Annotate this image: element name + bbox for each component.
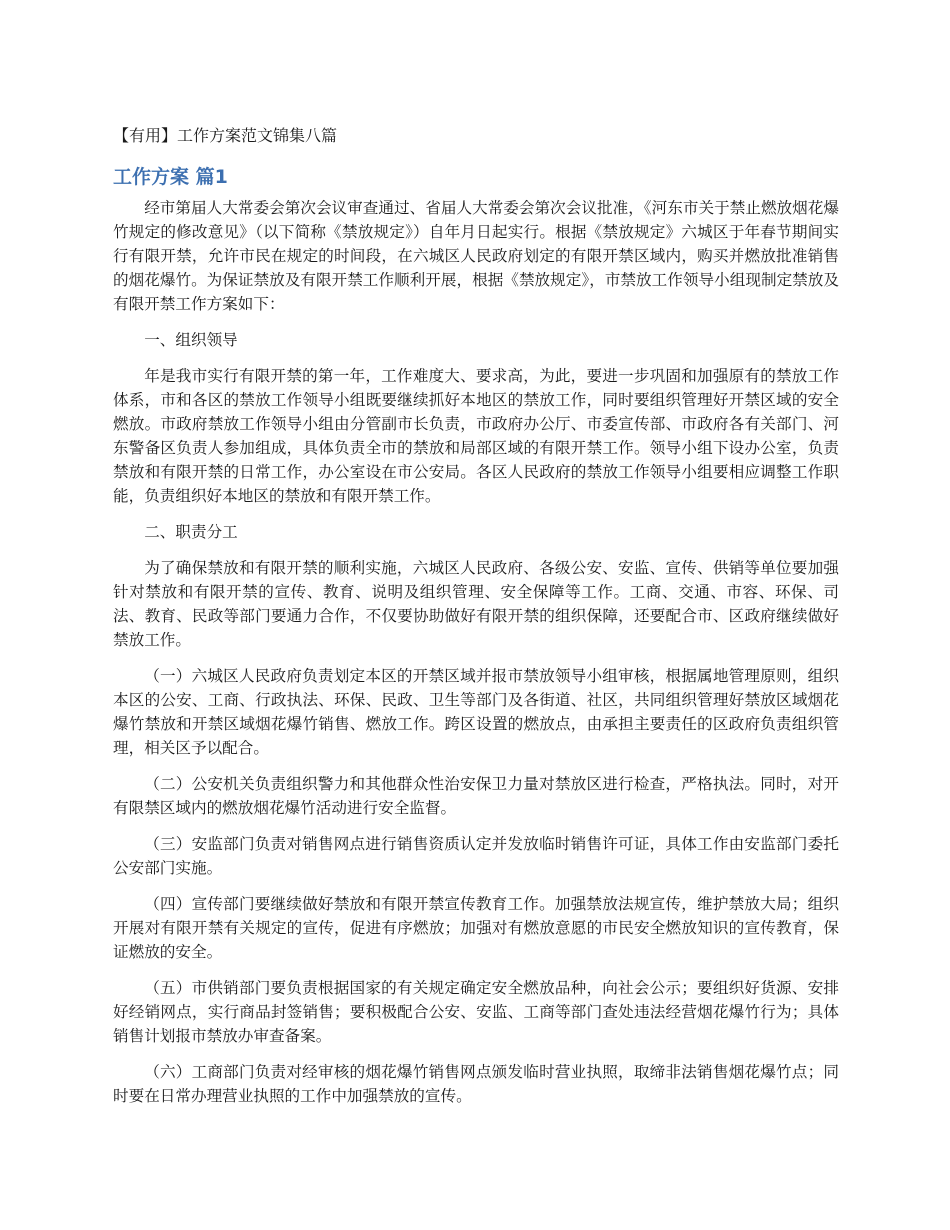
paragraph-item-1: （一）六城区人民政府负责划定本区的开禁区域并报市禁放领导小组审核，根据属地管理原则，组织本区的公安、工商、行政执法、环保、民政、卫生等部门及各街道、社区，共同组织管理好禁放区域烟花爆竹禁放和开禁区域烟花爆竹销售、燃放工作。跨区设置的燃放点，由承担主要责任的区政府负责组织管理，相关区予以配合。: [113, 667, 839, 757]
paragraph-item-4: （四）宣传部门要继续做好禁放和有限开禁宣传教育工作。加强禁放法规宣传，维护禁放大局；组织开展对有限开禁有关规定的宣传，促进有序燃放；加强对有燃放意愿的市民安全燃放知识的宣传教育，保证燃放的安全。: [113, 895, 839, 961]
subheading-duties: 二、职责分工: [144, 523, 238, 541]
document-page: [113, 124, 839, 1120]
paragraph-item-3: （三）安监部门负责对销售网点进行销售资质认定并发放临时销售许可证，具体工作由安监部门委托公安部门实施。: [113, 835, 839, 877]
section-heading: 工作方案 篇1: [113, 166, 228, 188]
paragraph-item-5: （五）市供销部门要负责根据国家的有关规定确定安全燃放品种，向社会公示；要组织好货源、安排好经销网点，实行商品封签销售；要积极配合公安、安监、工商等部门查处违法经营烟花爆竹行为；具体销售计划报市禁放办审查备案。: [113, 979, 839, 1045]
subheading-organization: 一、组织领导: [144, 331, 238, 349]
paragraph-duties: 为了确保禁放和有限开禁的顺利实施，六城区人民政府、各级公安、安监、宣传、供销等单位要加强针对禁放和有限开禁的宣传、教育、说明及组织管理、安全保障等工作。工商、交通、市容、环保、司法、教育、民政等部门要通力合作，不仅要协助做好有限开禁的组织保障，还要配合市、区政府继续做好禁放工作。: [113, 559, 839, 649]
paragraph-organization: 年是我市实行有限开禁的第一年，工作难度大、要求高，为此，要进一步巩固和加强原有的禁放工作体系，市和各区的禁放工作领导小组既要继续抓好本地区的禁放工作，同时要组织管理好开禁区域的安全燃放。市政府禁放工作领导小组由分管副市长负责，市政府办公厅、市委宣传部、市政府各有关部门、河东警备区负责人参加组成，具体负责全市的禁放和局部区域的有限开禁工作。领导小组下设办公室，负责禁放和有限开禁的日常工作，办公室设在市公安局。各区人民政府的禁放工作领导小组要相应调整工作职能，负责组织好本地区的禁放和有限开禁工作。: [113, 367, 839, 505]
paragraph-intro: 经市第届人大常委会第次会议审查通过、省届人大常委会第次会议批准，《河东市关于禁止燃放烟花爆竹规定的修改意见》（以下简称《禁放规定》）自年月日起实行。根据《禁放规定》六城区于年春节期间实行有限开禁，允许市民在规定的时间段，在六城区人民政府划定的有限开禁区域内，购买并燃放批准销售的烟花爆竹。为保证禁放及有限开禁工作顺利开展，根据《禁放规定》，市禁放工作领导小组现制定禁放及有限开禁工作方案如下：: [113, 199, 839, 313]
paragraph-item-2: （二）公安机关负责组织警力和其他群众性治安保卫力量对禁放区进行检查，严格执法。同时，对开有限禁区域内的燃放烟花爆竹活动进行安全监督。: [113, 775, 839, 817]
paragraph-item-6: （六）工商部门负责对经审核的烟花爆竹销售网点颁发临时营业执照，取缔非法销售烟花爆竹点；同时要在日常办理营业执照的工作中加强禁放的宣传。: [113, 1063, 839, 1105]
document-title: 【有用】工作方案范文锦集八篇: [113, 126, 338, 145]
